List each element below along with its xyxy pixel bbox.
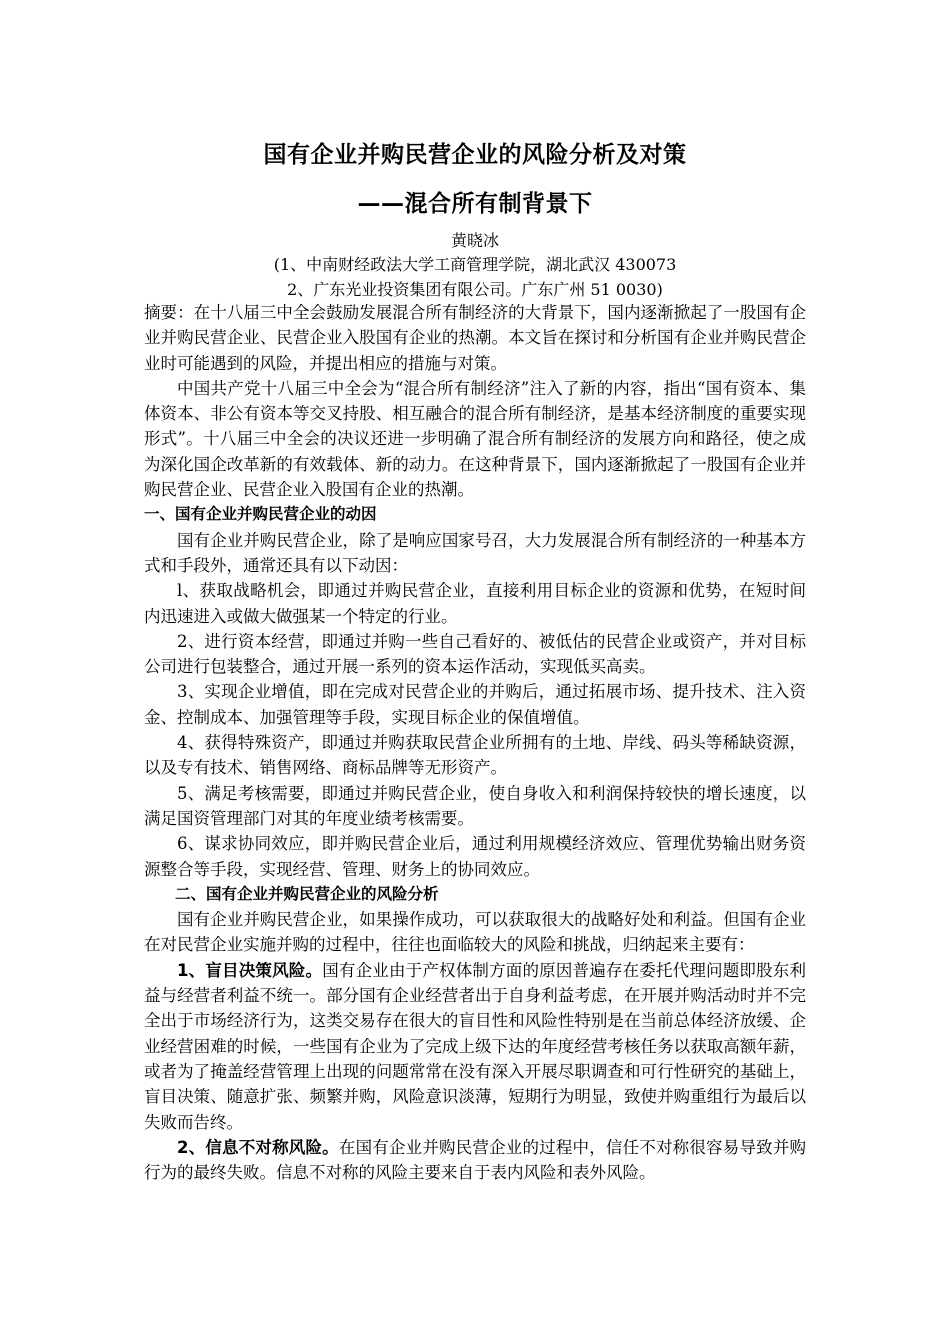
intro-paragraph: 中国共产党十八届三中全会为“混合所有制经济”注入了新的内容，指出“国有资本、集体资本、非公有资本等交叉持股、相互融合的混合所有制经济，是基本经济制度的重要实现形式”。十八届三中全会的决议还进一步明确了混合所有制经济的发展方向和路径，使之成为深化国企改革新的有效载体、新的动力。在这种背景下，国内逐渐掀起了一股国有企业并购民营企业、民营企业入股国有企业的热潮。 xyxy=(144,378,806,500)
motive-item-6: 6、谋求协同效应，即并购民营企业后，通过利用规模经济效应、管理优势输出财务资源整合等手段，实现经营、管理、财务上的协同效应。 xyxy=(144,834,806,879)
risk-item-1-text: 国有企业由于产权体制方面的原因普遍存在委托代理问题即股东利益与经营者利益不统一。部分国有企业经营者出于自身利益考虑，在开展并购活动时并不完全出于市场经济行为，这类交易存在很大的盲目性和风险性特别是在当前总体经济放缓、企业经营困难的时候，一些国有企业为了完成上级下达的年度经营考核任务以获取高额年薪，或者为了掩盖经营管理上出现的问题常常在没有深入开展尽职调查和可行性研究的基础上，盲目决策、随意扩张、频繁并购，风险意识淡薄，短期行为明显，致使并购重组行为最后以失败而告终。 xyxy=(144,960,806,1132)
paper-title: 国有企业并购民营企业的风险分析及对策 xyxy=(263,142,687,168)
author-name: 黄晓冰 xyxy=(450,231,499,250)
abstract-paragraph: 摘要：在十八届三中全会鼓励发展混合所有制经济的大背景下，国内逐渐掀起了一股国有企业并购民营企业、民营企业入股国有企业的热潮。本文旨在探讨和分析国有企业并购民营企业时可能遇到的风险，并提出相应的措施与对策。 xyxy=(144,303,806,373)
affiliation-1: (1、中南财经政法大学工商管理学院，湖北武汉 430073 xyxy=(273,255,677,274)
risk-item-1 xyxy=(144,958,806,1135)
paper-body xyxy=(144,300,806,1185)
motive-item-2: 2、进行资本经营，即通过并购一些自己看好的、被低估的民营企业或资产，并对目标公司进行包装整合，通过开展一系列的资本运作活动，实现低买高卖。 xyxy=(144,631,806,677)
section-2-lead: 国有企业并购民营企业，如果操作成功，可以获取很大的战略好处和利益。但国有企业在对民营企业实施并购的过程中，往往也面临较大的风险和挑战，归纳起来主要有： xyxy=(144,910,806,955)
paper-subtitle: ——混合所有制背景下 xyxy=(357,191,593,217)
risk-item-1-label: 1、盲目决策风险。 xyxy=(177,960,323,980)
section-1-lead: 国有企业并购民营企业，除了是响应国家号召，大力发展混合所有制经济的一种基本方式和手段外，通常还具有以下动因： xyxy=(144,530,806,575)
motive-item-5: 5、满足考核需要，即通过并购民营企业，使自身收入和利润保持较快的增长速度，以满足国资管理部门对其的年度业绩考核需要。 xyxy=(144,783,806,828)
motive-item-1: l、获取战略机会，即通过并购民营企业，直接利用目标企业的资源和优势，在短时间内迅速进入或做大做强某一个特定的行业。 xyxy=(144,581,806,626)
affiliation-2: 2、广东光业投资集团有限公司。广东广州 51 0030) xyxy=(287,280,663,299)
section-1-heading: 一、国有企业并购民营企业的动因 xyxy=(144,505,377,524)
risk-item-2-label: 2、信息不对称风险。 xyxy=(177,1137,339,1157)
motive-item-3: 3、实现企业增值，即在完成对民营企业的并购后，通过拓展市场、提升技术、注入资金、控制成本、加强管理等手段，实现目标企业的保值增值。 xyxy=(144,682,806,727)
risk-item-2-text: 在国有企业并购民营企业的过程中，信任不对称很容易导致并购行为的最终失败。信息不对称的风险主要来自于表内风险和表外风险。 xyxy=(144,1137,807,1183)
section-2-heading: 二、国有企业并购民营企业的风险分析 xyxy=(175,884,439,903)
motive-item-4: 4、获得特殊资产，即通过并购获取民营企业所拥有的土地、岸线、码头等稀缺资源，以及专有技术、销售网络、商标品牌等无形资产。 xyxy=(144,733,806,778)
risk-item-2 xyxy=(144,1135,806,1186)
